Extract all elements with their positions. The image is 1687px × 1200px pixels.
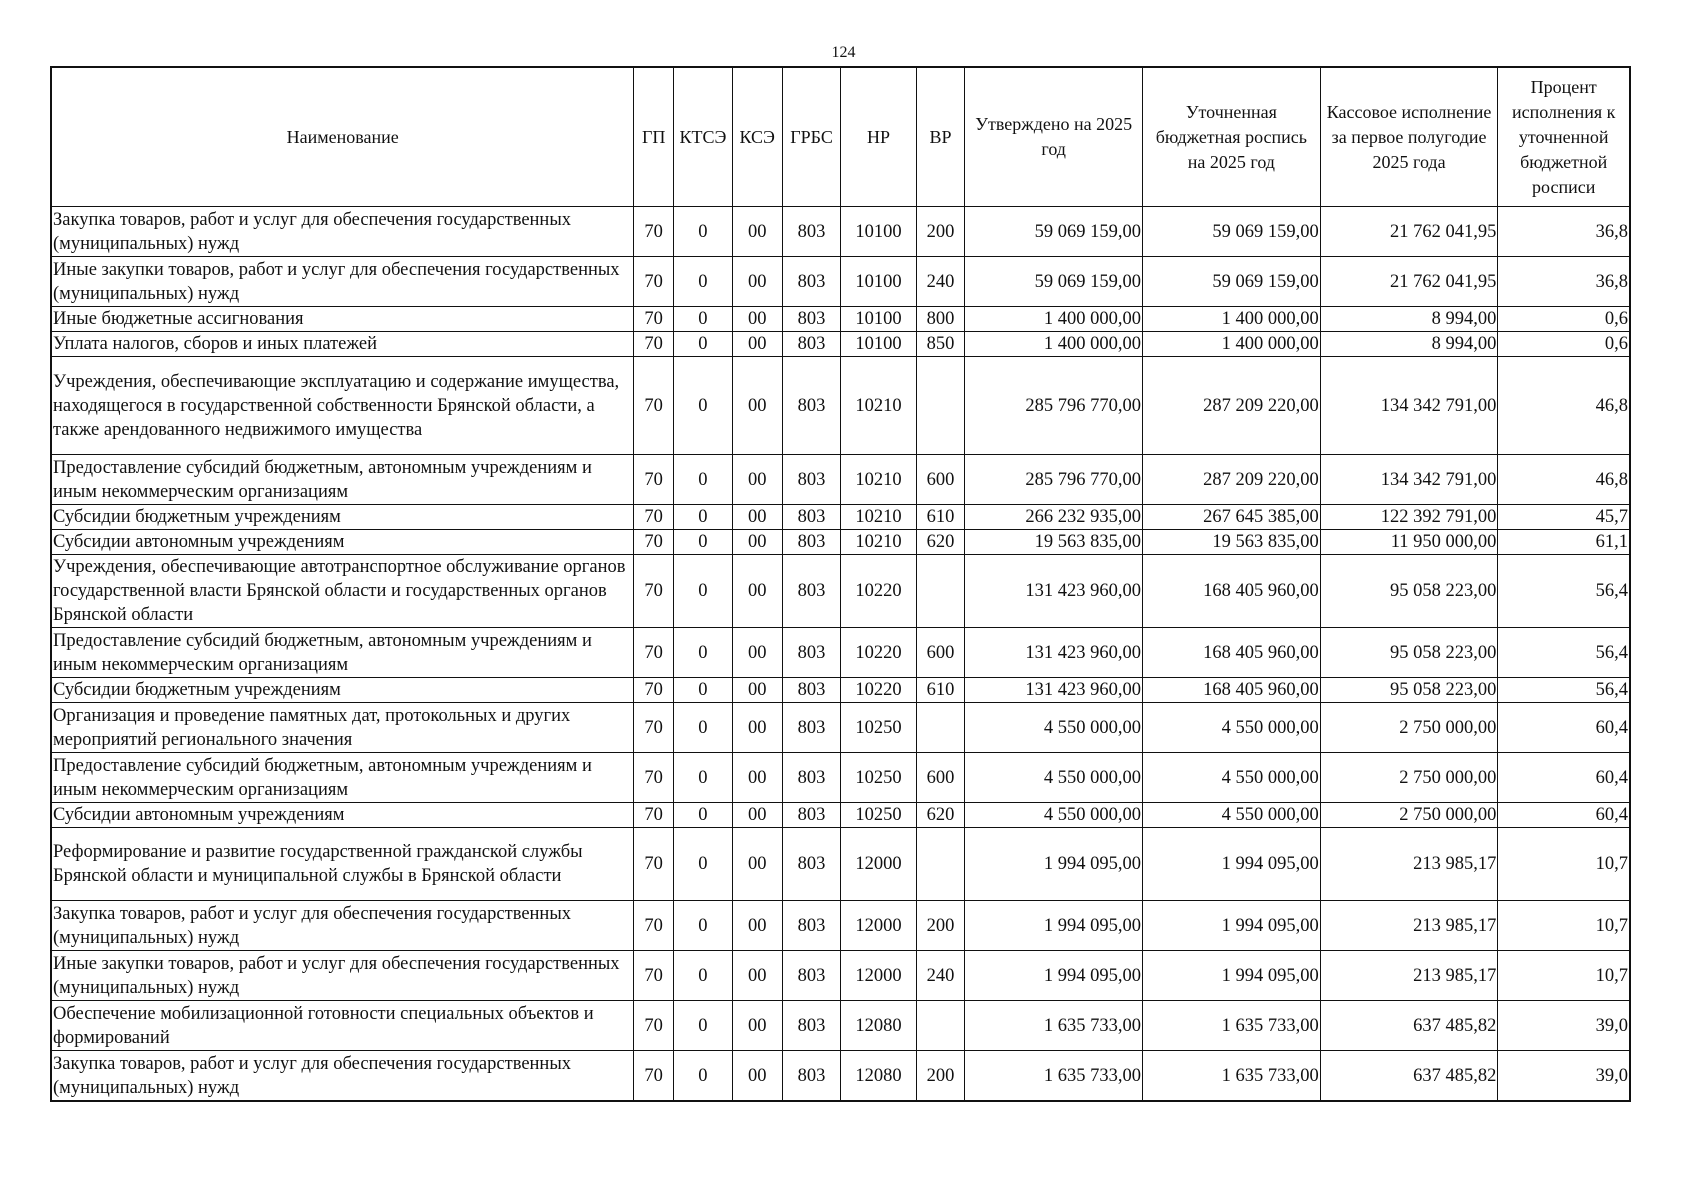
cell-name: Закупка товаров, работ и услуг для обеспечения государственных (муниципальных) нужд [51, 207, 634, 257]
cell-grbs: 803 [782, 455, 841, 505]
cell-ktse: 0 [673, 703, 732, 753]
cell-refined: 1 635 733,00 [1143, 1001, 1321, 1051]
header-approved: Утверждено на 2025 год [965, 67, 1143, 207]
cell-kse: 00 [732, 332, 782, 357]
cell-name: Предоставление субсидий бюджетным, автономным учреждениям и иным некоммерческим организациям [51, 753, 634, 803]
cell-grbs: 803 [782, 901, 841, 951]
cell-kse: 00 [732, 505, 782, 530]
cell-ktse: 0 [673, 257, 732, 307]
cell-percent: 10,7 [1498, 828, 1630, 901]
cell-gp: 70 [634, 555, 674, 628]
cell-approved: 1 635 733,00 [965, 1001, 1143, 1051]
cell-approved: 1 994 095,00 [965, 828, 1143, 901]
cell-grbs: 803 [782, 678, 841, 703]
cell-kse: 00 [732, 1001, 782, 1051]
cell-nr: 10250 [841, 753, 916, 803]
cell-gp: 70 [634, 505, 674, 530]
cell-ktse: 0 [673, 307, 732, 332]
cell-approved: 59 069 159,00 [965, 257, 1143, 307]
cell-refined: 1 994 095,00 [1143, 951, 1321, 1001]
cell-executed: 95 058 223,00 [1320, 678, 1498, 703]
table-row [51, 307, 1630, 332]
cell-nr: 10210 [841, 357, 916, 455]
cell-name: Предоставление субсидий бюджетным, автономным учреждениям и иным некоммерческим организациям [51, 455, 634, 505]
cell-vr [916, 357, 965, 455]
cell-nr: 12080 [841, 1001, 916, 1051]
cell-nr: 10210 [841, 455, 916, 505]
cell-refined: 287 209 220,00 [1143, 455, 1321, 505]
table-row [51, 530, 1630, 555]
cell-grbs: 803 [782, 505, 841, 530]
cell-name: Закупка товаров, работ и услуг для обеспечения государственных (муниципальных) нужд [51, 901, 634, 951]
cell-vr: 610 [916, 678, 965, 703]
table-row [51, 455, 1630, 505]
table-row [51, 703, 1630, 753]
cell-name: Предоставление субсидий бюджетным, автономным учреждениям и иным некоммерческим организациям [51, 628, 634, 678]
cell-executed: 122 392 791,00 [1320, 505, 1498, 530]
cell-approved: 285 796 770,00 [965, 357, 1143, 455]
cell-gp: 70 [634, 332, 674, 357]
cell-grbs: 803 [782, 555, 841, 628]
cell-percent: 46,8 [1498, 357, 1630, 455]
cell-vr: 200 [916, 1051, 965, 1102]
cell-ktse: 0 [673, 678, 732, 703]
cell-percent: 0,6 [1498, 332, 1630, 357]
cell-approved: 59 069 159,00 [965, 207, 1143, 257]
cell-approved: 1 635 733,00 [965, 1051, 1143, 1102]
cell-gp: 70 [634, 1001, 674, 1051]
cell-vr [916, 1001, 965, 1051]
cell-refined: 4 550 000,00 [1143, 703, 1321, 753]
cell-nr: 10100 [841, 257, 916, 307]
cell-kse: 00 [732, 703, 782, 753]
table-row [51, 1051, 1630, 1102]
cell-refined: 4 550 000,00 [1143, 803, 1321, 828]
cell-ktse: 0 [673, 803, 732, 828]
table-header-row [51, 67, 1630, 207]
cell-gp: 70 [634, 628, 674, 678]
cell-gp: 70 [634, 901, 674, 951]
cell-name: Закупка товаров, работ и услуг для обеспечения государственных (муниципальных) нужд [51, 1051, 634, 1102]
cell-vr: 600 [916, 455, 965, 505]
cell-name: Субсидии бюджетным учреждениям [51, 678, 634, 703]
cell-grbs: 803 [782, 207, 841, 257]
table-row [51, 753, 1630, 803]
cell-executed: 21 762 041,95 [1320, 257, 1498, 307]
cell-kse: 00 [732, 455, 782, 505]
cell-percent: 39,0 [1498, 1001, 1630, 1051]
cell-name: Учреждения, обеспечивающие автотранспортное обслуживание органов государственной власти Брянской области и государственных органов Брянской области [51, 555, 634, 628]
cell-gp: 70 [634, 678, 674, 703]
cell-percent: 10,7 [1498, 901, 1630, 951]
table-row [51, 257, 1630, 307]
header-kse: КСЭ [732, 67, 782, 207]
cell-kse: 00 [732, 951, 782, 1001]
cell-vr [916, 555, 965, 628]
cell-vr: 240 [916, 951, 965, 1001]
cell-kse: 00 [732, 307, 782, 332]
cell-grbs: 803 [782, 628, 841, 678]
table-row [51, 828, 1630, 901]
cell-nr: 10100 [841, 207, 916, 257]
cell-kse: 00 [732, 678, 782, 703]
cell-refined: 1 400 000,00 [1143, 307, 1321, 332]
cell-kse: 00 [732, 207, 782, 257]
cell-refined: 287 209 220,00 [1143, 357, 1321, 455]
cell-nr: 10100 [841, 307, 916, 332]
cell-executed: 213 985,17 [1320, 901, 1498, 951]
cell-percent: 60,4 [1498, 803, 1630, 828]
cell-vr: 200 [916, 901, 965, 951]
cell-percent: 60,4 [1498, 703, 1630, 753]
cell-approved: 19 563 835,00 [965, 530, 1143, 555]
cell-gp: 70 [634, 257, 674, 307]
cell-kse: 00 [732, 828, 782, 901]
cell-gp: 70 [634, 803, 674, 828]
cell-nr: 12080 [841, 1051, 916, 1102]
header-percent: Процент исполнения к уточненной бюджетной росписи [1498, 67, 1630, 207]
page-number: 124 [831, 44, 856, 61]
cell-ktse: 0 [673, 951, 732, 1001]
cell-nr: 10220 [841, 678, 916, 703]
cell-executed: 134 342 791,00 [1320, 455, 1498, 505]
cell-approved: 131 423 960,00 [965, 555, 1143, 628]
cell-gp: 70 [634, 307, 674, 332]
cell-vr: 600 [916, 628, 965, 678]
cell-executed: 134 342 791,00 [1320, 357, 1498, 455]
cell-vr [916, 703, 965, 753]
table-row [51, 678, 1630, 703]
cell-nr: 12000 [841, 828, 916, 901]
header-executed: Кассовое исполнение за первое полугодие 2025 года [1320, 67, 1498, 207]
cell-refined: 1 400 000,00 [1143, 332, 1321, 357]
cell-percent: 46,8 [1498, 455, 1630, 505]
cell-grbs: 803 [782, 307, 841, 332]
cell-percent: 45,7 [1498, 505, 1630, 530]
cell-executed: 8 994,00 [1320, 332, 1498, 357]
cell-ktse: 0 [673, 207, 732, 257]
cell-kse: 00 [732, 1051, 782, 1102]
cell-grbs: 803 [782, 530, 841, 555]
cell-executed: 8 994,00 [1320, 307, 1498, 332]
cell-nr: 10250 [841, 803, 916, 828]
cell-vr: 610 [916, 505, 965, 530]
cell-executed: 637 485,82 [1320, 1001, 1498, 1051]
cell-approved: 4 550 000,00 [965, 803, 1143, 828]
cell-kse: 00 [732, 357, 782, 455]
cell-kse: 00 [732, 628, 782, 678]
cell-percent: 36,8 [1498, 207, 1630, 257]
table-row [51, 901, 1630, 951]
cell-ktse: 0 [673, 901, 732, 951]
cell-vr: 200 [916, 207, 965, 257]
cell-refined: 168 405 960,00 [1143, 628, 1321, 678]
cell-vr: 800 [916, 307, 965, 332]
cell-executed: 21 762 041,95 [1320, 207, 1498, 257]
cell-nr: 12000 [841, 951, 916, 1001]
cell-ktse: 0 [673, 332, 732, 357]
table-body [51, 207, 1630, 1102]
cell-vr: 620 [916, 530, 965, 555]
table-row [51, 505, 1630, 530]
cell-vr [916, 828, 965, 901]
cell-ktse: 0 [673, 1001, 732, 1051]
cell-grbs: 803 [782, 951, 841, 1001]
cell-gp: 70 [634, 207, 674, 257]
cell-nr: 10100 [841, 332, 916, 357]
cell-executed: 11 950 000,00 [1320, 530, 1498, 555]
cell-refined: 267 645 385,00 [1143, 505, 1321, 530]
cell-nr: 10210 [841, 530, 916, 555]
cell-ktse: 0 [673, 753, 732, 803]
header-ktse: КТСЭ [673, 67, 732, 207]
cell-nr: 10220 [841, 555, 916, 628]
cell-approved: 4 550 000,00 [965, 753, 1143, 803]
cell-percent: 10,7 [1498, 951, 1630, 1001]
cell-ktse: 0 [673, 357, 732, 455]
cell-percent: 61,1 [1498, 530, 1630, 555]
cell-approved: 131 423 960,00 [965, 678, 1143, 703]
cell-name: Иные закупки товаров, работ и услуг для обеспечения государственных (муниципальных) нужд [51, 257, 634, 307]
cell-approved: 1 400 000,00 [965, 332, 1143, 357]
cell-ktse: 0 [673, 505, 732, 530]
cell-nr: 10210 [841, 505, 916, 530]
cell-name: Организация и проведение памятных дат, протокольных и других мероприятий регионального значения [51, 703, 634, 753]
cell-refined: 4 550 000,00 [1143, 753, 1321, 803]
cell-nr: 12000 [841, 901, 916, 951]
cell-refined: 59 069 159,00 [1143, 207, 1321, 257]
cell-approved: 1 994 095,00 [965, 951, 1143, 1001]
budget-table [50, 66, 1631, 1102]
table-row [51, 803, 1630, 828]
cell-name: Обеспечение мобилизационной готовности специальных объектов и формирований [51, 1001, 634, 1051]
cell-ktse: 0 [673, 1051, 732, 1102]
cell-refined: 59 069 159,00 [1143, 257, 1321, 307]
cell-vr: 600 [916, 753, 965, 803]
cell-grbs: 803 [782, 803, 841, 828]
cell-nr: 10250 [841, 703, 916, 753]
cell-grbs: 803 [782, 357, 841, 455]
cell-kse: 00 [732, 555, 782, 628]
table-row [51, 951, 1630, 1001]
table-row [51, 628, 1630, 678]
cell-executed: 2 750 000,00 [1320, 703, 1498, 753]
cell-approved: 1 400 000,00 [965, 307, 1143, 332]
cell-percent: 39,0 [1498, 1051, 1630, 1102]
cell-name: Субсидии бюджетным учреждениям [51, 505, 634, 530]
header-gp: ГП [634, 67, 674, 207]
cell-approved: 4 550 000,00 [965, 703, 1143, 753]
cell-gp: 70 [634, 753, 674, 803]
table-row [51, 1001, 1630, 1051]
cell-kse: 00 [732, 803, 782, 828]
cell-executed: 213 985,17 [1320, 951, 1498, 1001]
table-row [51, 555, 1630, 628]
cell-approved: 131 423 960,00 [965, 628, 1143, 678]
cell-kse: 00 [732, 901, 782, 951]
cell-ktse: 0 [673, 628, 732, 678]
cell-grbs: 803 [782, 703, 841, 753]
cell-name: Реформирование и развитие государственной гражданской службы Брянской области и муниципальной службы в Брянской области [51, 828, 634, 901]
cell-approved: 266 232 935,00 [965, 505, 1143, 530]
cell-gp: 70 [634, 530, 674, 555]
cell-name: Субсидии автономным учреждениям [51, 530, 634, 555]
cell-executed: 2 750 000,00 [1320, 753, 1498, 803]
cell-grbs: 803 [782, 1001, 841, 1051]
cell-grbs: 803 [782, 332, 841, 357]
cell-gp: 70 [634, 455, 674, 505]
cell-percent: 36,8 [1498, 257, 1630, 307]
cell-gp: 70 [634, 828, 674, 901]
cell-executed: 213 985,17 [1320, 828, 1498, 901]
cell-name: Учреждения, обеспечивающие эксплуатацию и содержание имущества, находящегося в государственной собственности Брянской области, а также арендованного недвижимого имущества [51, 357, 634, 455]
cell-vr: 850 [916, 332, 965, 357]
cell-gp: 70 [634, 1051, 674, 1102]
cell-executed: 637 485,82 [1320, 1051, 1498, 1102]
cell-ktse: 0 [673, 828, 732, 901]
header-grbs: ГРБС [782, 67, 841, 207]
cell-kse: 00 [732, 257, 782, 307]
header-name: Наименование [51, 67, 634, 207]
cell-refined: 168 405 960,00 [1143, 678, 1321, 703]
cell-refined: 1 635 733,00 [1143, 1051, 1321, 1102]
cell-percent: 56,4 [1498, 555, 1630, 628]
cell-name: Уплата налогов, сборов и иных платежей [51, 332, 634, 357]
header-vr: ВР [916, 67, 965, 207]
cell-grbs: 803 [782, 1051, 841, 1102]
cell-name: Иные закупки товаров, работ и услуг для обеспечения государственных (муниципальных) нужд [51, 951, 634, 1001]
cell-refined: 19 563 835,00 [1143, 530, 1321, 555]
cell-percent: 56,4 [1498, 628, 1630, 678]
cell-gp: 70 [634, 703, 674, 753]
cell-executed: 95 058 223,00 [1320, 628, 1498, 678]
cell-executed: 2 750 000,00 [1320, 803, 1498, 828]
cell-vr: 620 [916, 803, 965, 828]
cell-refined: 1 994 095,00 [1143, 901, 1321, 951]
cell-percent: 60,4 [1498, 753, 1630, 803]
cell-gp: 70 [634, 951, 674, 1001]
table-row [51, 357, 1630, 455]
cell-grbs: 803 [782, 257, 841, 307]
cell-gp: 70 [634, 357, 674, 455]
cell-ktse: 0 [673, 530, 732, 555]
cell-name: Субсидии автономным учреждениям [51, 803, 634, 828]
cell-ktse: 0 [673, 455, 732, 505]
cell-ktse: 0 [673, 555, 732, 628]
cell-vr: 240 [916, 257, 965, 307]
cell-percent: 56,4 [1498, 678, 1630, 703]
cell-kse: 00 [732, 530, 782, 555]
cell-name: Иные бюджетные ассигнования [51, 307, 634, 332]
cell-grbs: 803 [782, 753, 841, 803]
cell-refined: 1 994 095,00 [1143, 828, 1321, 901]
cell-executed: 95 058 223,00 [1320, 555, 1498, 628]
table-row [51, 207, 1630, 257]
header-refined: Уточненная бюджетная роспись на 2025 год [1143, 67, 1321, 207]
cell-nr: 10220 [841, 628, 916, 678]
cell-grbs: 803 [782, 828, 841, 901]
cell-refined: 168 405 960,00 [1143, 555, 1321, 628]
cell-kse: 00 [732, 753, 782, 803]
table-row [51, 332, 1630, 357]
cell-approved: 285 796 770,00 [965, 455, 1143, 505]
header-nr: НР [841, 67, 916, 207]
cell-approved: 1 994 095,00 [965, 901, 1143, 951]
cell-percent: 0,6 [1498, 307, 1630, 332]
